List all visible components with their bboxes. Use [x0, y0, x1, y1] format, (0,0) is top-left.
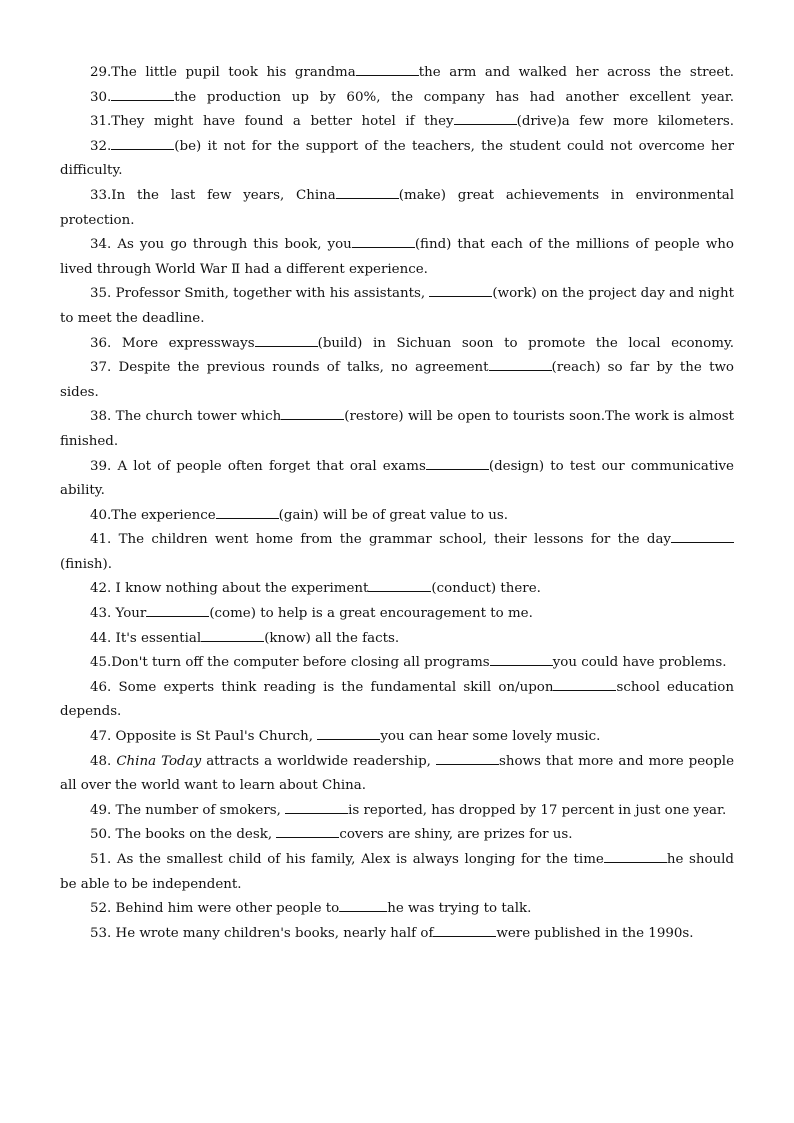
question-text: covers are shiny, are prizes for us.	[339, 827, 573, 843]
question-text: (finish).	[60, 556, 113, 572]
question-39	[60, 455, 734, 504]
question-text: he was trying to talk.	[387, 901, 532, 917]
question-41	[60, 528, 734, 577]
magazine-title: China Today	[116, 753, 202, 769]
question-text: 32.	[90, 138, 112, 154]
question-text: 35. Professor Smith, together with his assistants,	[90, 286, 430, 302]
question-text: (make) great achievements in environmental protection.	[60, 187, 735, 228]
question-text: 29.The little pupil took his grandma	[90, 65, 356, 80]
question-text: (drive)a few more kilometers.	[516, 114, 734, 130]
question-text: (know) all the facts.	[264, 630, 400, 646]
question-text: he should be able to be independent.	[60, 852, 735, 892]
question-text: were published in the 1990s.	[496, 925, 694, 941]
question-40	[60, 504, 734, 529]
question-33	[60, 184, 734, 233]
answer-blank[interactable]	[317, 726, 380, 740]
question-34	[60, 233, 734, 282]
question-text: is reported, has dropped by 17 percent in just one year.	[348, 802, 727, 818]
question-43	[60, 602, 734, 627]
question-37	[60, 356, 734, 405]
question-48	[60, 750, 734, 799]
question-text: the arm and walked her across the street.	[418, 65, 734, 80]
answer-blank[interactable]	[368, 578, 431, 592]
question-text: (find) that each of the millions of people who lived through World War Ⅱ had a different experience.	[60, 237, 734, 277]
question-text: shows that more and more people all over the world want to learn about China.	[60, 753, 735, 794]
question-text: (reach) so far by the two sides.	[60, 360, 734, 400]
question-text: attracts a worldwide readership,	[201, 753, 436, 769]
exercise-page	[60, 61, 734, 946]
question-text: 46. Some experts think reading is the fundamental skill on/upon	[90, 679, 554, 695]
question-text: 39. A lot of people often forget that oral exams	[90, 458, 426, 474]
question-text: (work) on the project day and night to meet the deadline.	[60, 286, 734, 326]
answer-blank[interactable]	[255, 333, 318, 347]
answer-blank[interactable]	[281, 406, 344, 420]
question-51	[60, 848, 734, 897]
answer-blank[interactable]	[285, 800, 348, 814]
question-44	[60, 627, 734, 652]
question-52	[60, 897, 734, 922]
question-text: school education depends.	[60, 679, 734, 720]
question-text: 33.In the last few years, China	[90, 187, 336, 203]
question-47	[60, 725, 734, 750]
answer-blank[interactable]	[490, 652, 553, 666]
question-text: 40.The experience	[90, 507, 216, 523]
question-text: 34. As you go through this book, you	[90, 237, 352, 253]
question-29	[60, 61, 734, 86]
question-text: 38. The church tower which	[90, 409, 282, 425]
question-35	[60, 282, 734, 331]
question-text: 50. The books on the desk,	[90, 827, 277, 843]
question-50	[60, 823, 734, 848]
question-36	[60, 332, 734, 357]
answer-blank[interactable]	[216, 505, 279, 519]
answer-blank[interactable]	[604, 849, 667, 863]
answer-blank[interactable]	[426, 456, 489, 470]
question-49	[60, 799, 734, 824]
question-text: 30.	[90, 89, 112, 105]
question-text: you could have problems.	[552, 655, 727, 671]
question-text: 31.They might have found a better hotel if they	[90, 114, 454, 130]
answer-blank[interactable]	[146, 603, 209, 617]
answer-blank[interactable]	[436, 751, 499, 765]
answer-blank[interactable]	[336, 185, 399, 199]
question-text: (design) to test our communicative ability.	[60, 458, 734, 499]
question-text: (come) to help is a great encouragement to me.	[209, 606, 533, 622]
question-text: 49. The number of smokers,	[90, 802, 286, 818]
answer-blank[interactable]	[276, 824, 339, 838]
question-text: (build) in Sichuan soon to promote the local economy.	[317, 335, 734, 351]
question-text: you can hear some lovely music.	[380, 729, 601, 745]
answer-blank[interactable]	[489, 357, 552, 371]
question-45	[60, 651, 734, 676]
answer-blank[interactable]	[429, 283, 492, 297]
question-text: the production up by 60%, the company has had another excellent year.	[174, 89, 734, 105]
answer-blank[interactable]	[356, 62, 419, 76]
question-text: 37. Despite the previous rounds of talks, no agreement	[90, 360, 489, 376]
question-text: 41. The children went home from the grammar school, their lessons for the day	[90, 532, 671, 548]
question-text: 45.Don't turn off the computer before closing all programs	[90, 655, 490, 671]
question-text: 36. More expressways	[90, 335, 255, 351]
question-text: 48.	[90, 753, 117, 769]
question-text: 52. Behind him were other people to	[90, 901, 340, 917]
answer-blank[interactable]	[111, 87, 174, 101]
answer-blank[interactable]	[433, 923, 496, 937]
question-31	[60, 110, 734, 135]
answer-blank[interactable]	[111, 136, 174, 150]
question-53	[60, 922, 734, 947]
answer-blank[interactable]	[553, 677, 616, 691]
question-text: 42. I know nothing about the experiment	[90, 581, 369, 597]
question-text: 53. He wrote many children's books, nearly half of	[90, 925, 434, 941]
question-42	[60, 577, 734, 602]
answer-blank[interactable]	[339, 898, 387, 912]
question-text: 51. As the smallest child of his family, Alex is always longing for the time	[90, 852, 604, 867]
question-32	[60, 135, 734, 184]
question-text: 44. It's essential	[90, 630, 202, 646]
question-text: 47. Opposite is St Paul's Church,	[90, 729, 318, 745]
answer-blank[interactable]	[454, 111, 517, 125]
question-text: (be) it not for the support of the teachers, the student could not overcome her difficulty.	[60, 138, 734, 179]
question-46	[60, 676, 734, 725]
answer-blank[interactable]	[201, 628, 264, 642]
question-text: 43. Your	[90, 606, 147, 622]
answer-blank[interactable]	[352, 234, 415, 248]
question-38	[60, 405, 734, 454]
answer-blank[interactable]	[671, 529, 734, 543]
question-text: (restore) will be open to tourists soon.The work is almost finished.	[60, 409, 734, 449]
question-30	[60, 86, 734, 111]
question-text: (gain) will be of great value to us.	[278, 507, 509, 523]
question-text: (conduct) there.	[431, 581, 541, 597]
